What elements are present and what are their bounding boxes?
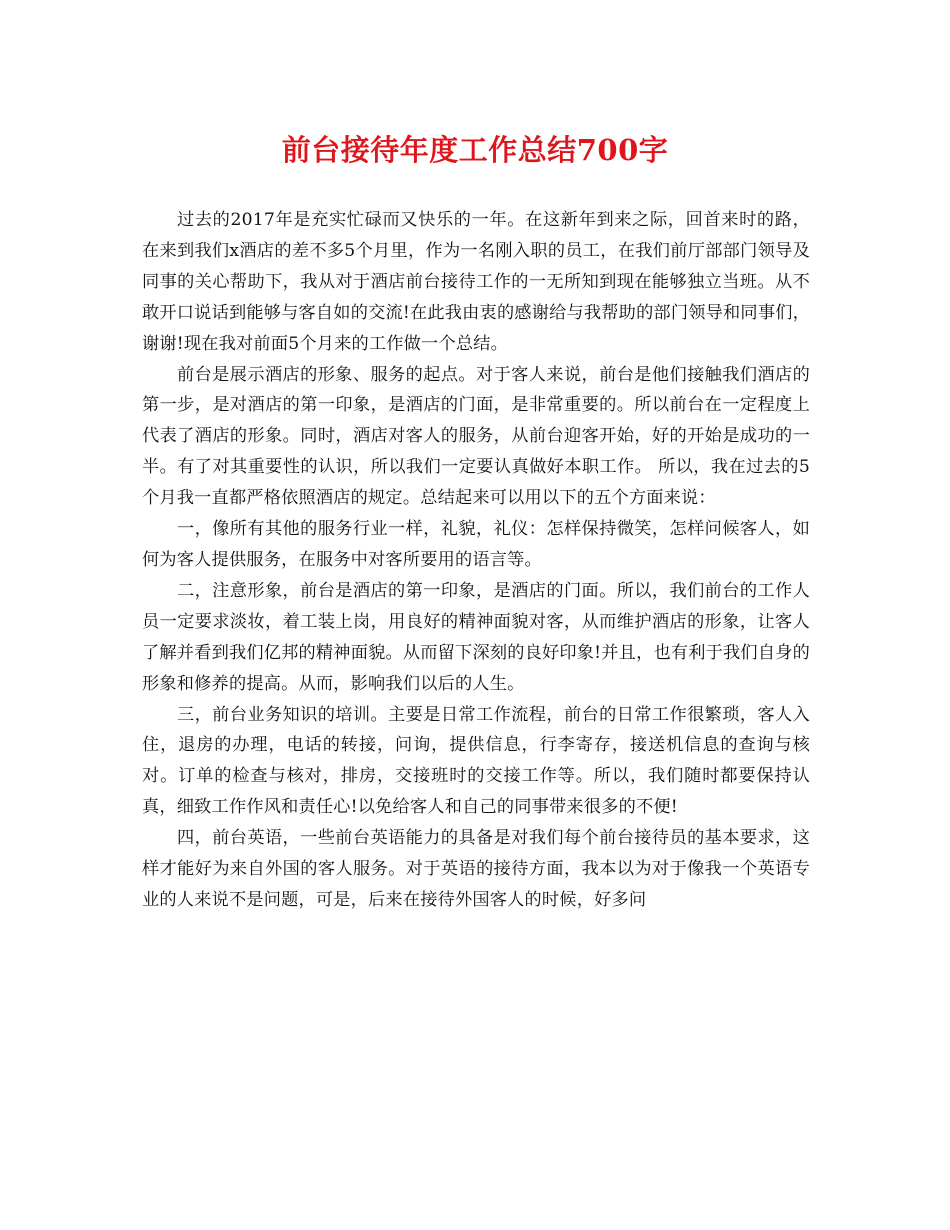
paragraph-front-desk-role: 前台是展示酒店的形象、服务的起点。对于客人来说，前台是他们接触我们酒店的第一步，是对酒店的第一印象，是酒店的门面，是非常重要的。所以前台在一定程度上代表了酒店的形象。同时，酒店对客人的服务，从前台迎客开始，好的开始是成功的一半。有了对其重要性的认识，所以我们一定要认真做好本职工作。 所以，我在过去的5个月我一直都严格依照酒店的规定。总结起来可以用以下的五个方面来说： (142, 364, 810, 509)
paragraph-point-three: 三，前台业务知识的培训。主要是日常工作流程，前台的日常工作很繁琐，客人入住，退房的办理，电话的转接，问询，提供信息，行李寄存，接送机信息的查询与核对。订单的检查与核对，排房，交接班时的交接工作等。所以，我们随时都要保持认真，细致工作作风和责任心!以免给客人和自己的同事带来很多的不便! (142, 704, 810, 818)
paragraph-point-two: 二，注意形象，前台是酒店的第一印象，是酒店的门面。所以，我们前台的工作人员一定要求淡妆，着工装上岗，用良好的精神面貌对客，从而维护酒店的形象，让客人了解并看到我们亿邦的精神面貌。从而留下深刻的良好印象!并且，也有利于我们自身的形象和修养的提高。从而，影响我们以后的人生。 (142, 580, 810, 694)
document-body (142, 205, 810, 916)
paragraph-intro: 过去的2017年是充实忙碌而又快乐的一年。在这新年到来之际，回首来时的路，在来到我们x酒店的差不多5个月里，作为一名刚入职的员工，在我们前厅部部门领导及同事的关心帮助下，我从对于酒店前台接待工作的一无所知到现在能够独立当班。从不敢开口说话到能够与客自如的交流!在此我由衷的感谢给与我帮助的部门领导和同事们，谢谢!现在我对前面5个月来的工作做一个总结。 (142, 210, 810, 354)
paragraph-point-one: 一，像所有其他的服务行业一样，礼貌，礼仪：怎样保持微笑，怎样问候客人，如何为客人提供服务，在服务中对客所要用的语言等。 (142, 519, 810, 570)
paragraph-point-four: 四，前台英语，一些前台英语能力的具备是对我们每个前台接待员的基本要求，这样才能好为来自外国的客人服务。对于英语的接待方面，我本以为对于像我一个英语专业的人来说不是问题，可是，后来在接待外国客人的时候，好多问 (142, 828, 810, 910)
document-title: 前台接待年度工作总结700字 (281, 133, 669, 167)
